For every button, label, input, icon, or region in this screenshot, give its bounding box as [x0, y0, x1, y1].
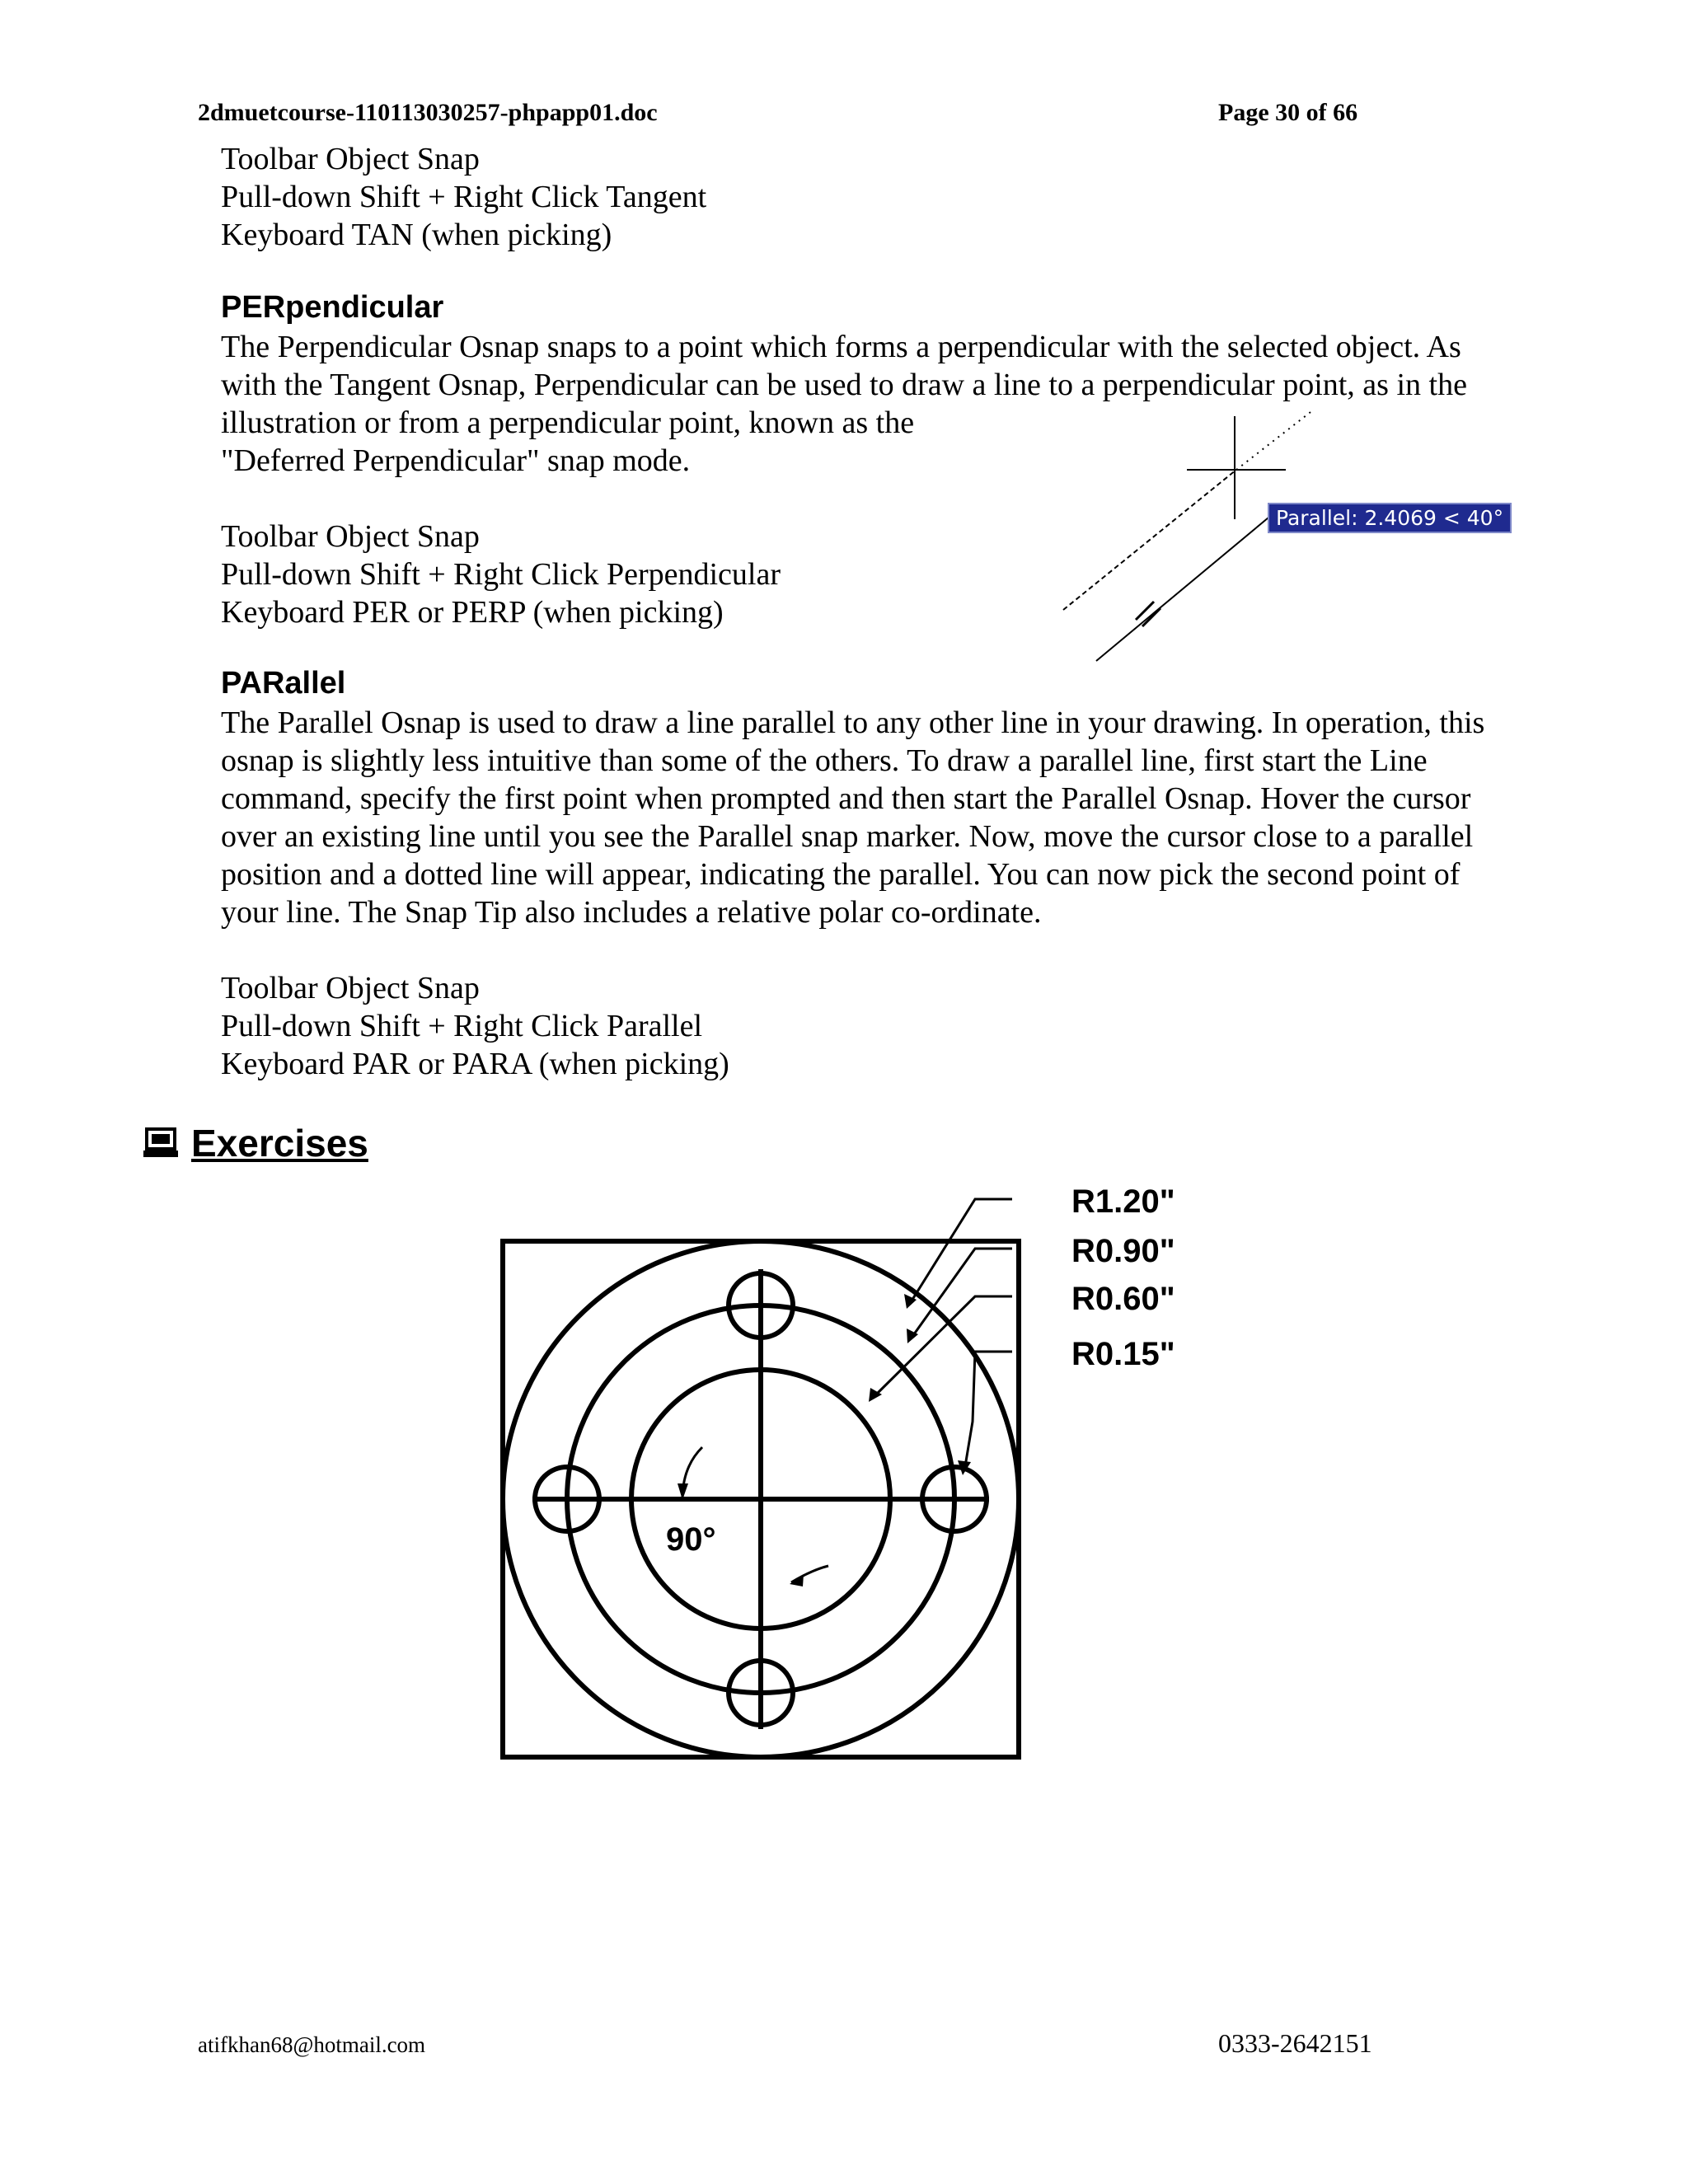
paragraph-line: illustration or from a perpendicular point, known as the	[221, 405, 915, 440]
arrowhead	[790, 1574, 804, 1586]
paragraph-line: The Perpendicular Osnap snaps to a point which forms a perpendicular with the selected object. As	[221, 330, 1461, 364]
paragraph-line: The Parallel Osnap is used to draw a line parallel to any other line in your drawing. In operation, this	[221, 705, 1485, 740]
radius-label-r120: R1.20"	[1071, 1183, 1175, 1220]
paragraph-line: "Deferred Perpendicular" snap mode.	[221, 443, 691, 478]
radius-label-r015: R0.15"	[1071, 1336, 1175, 1372]
page-number: Page 30 of 66	[1218, 99, 1358, 126]
ref-pulldown-line: Pull-down Shift + Right Click Perpendicular	[221, 557, 781, 592]
radius-label-r060: R0.60"	[1071, 1281, 1175, 1317]
parallel-osnap-illustration	[1047, 404, 1508, 676]
ref-pulldown-line: Pull-down Shift + Right Click Parallel	[221, 1009, 703, 1043]
radius-label-r090: R0.90"	[1071, 1233, 1175, 1269]
ref-keyboard-line: Keyboard TAN (when picking)	[221, 218, 612, 252]
paragraph-line: command, specify the first point when prompted and then start the Parallel Osnap. Hover the cursor	[221, 781, 1471, 816]
ref-toolbar-line: Toolbar Object Snap	[221, 142, 480, 176]
ref-keyboard-line: Keyboard PER or PERP (when picking)	[221, 595, 724, 630]
parallel-marker-icon	[1136, 602, 1160, 626]
ref-toolbar-line: Toolbar Object Snap	[221, 971, 480, 1005]
document-filename: 2dmuetcourse-110113030257-phpapp01.doc	[198, 99, 658, 126]
exercise-drawing	[462, 1187, 1286, 1780]
computer-icon	[143, 1127, 178, 1159]
angle-label: 90°	[666, 1521, 716, 1558]
snap-tooltip: Parallel: 2.4069 < 40°	[1268, 503, 1512, 533]
section-heading-perpendicular: PERpendicular	[221, 290, 444, 325]
section-heading-parallel: PARallel	[221, 666, 346, 701]
paragraph-line: your line. The Snap Tip also includes a relative polar co-ordinate.	[221, 895, 1042, 930]
paragraph-line: position and a dotted line will appear, indicating the parallel. You can now pick the second point of	[221, 857, 1461, 892]
ref-toolbar-line: Toolbar Object Snap	[221, 519, 480, 554]
paragraph-line: over an existing line until you see the Parallel snap marker. Now, move the cursor close to a parallel	[221, 819, 1474, 854]
dotted-parallel-line	[1236, 412, 1311, 470]
dashed-reference-line	[1063, 470, 1236, 610]
ref-pulldown-line: Pull-down Shift + Right Click Tangent	[221, 180, 707, 214]
leader-r120	[911, 1199, 1012, 1302]
exercises-heading: Exercises	[191, 1122, 368, 1165]
paragraph-line: with the Tangent Osnap, Perpendicular can be used to draw a line to a perpendicular point, as in the	[221, 368, 1467, 402]
existing-line	[1096, 513, 1273, 661]
footer-phone: 0333-2642151	[1218, 2028, 1372, 2058]
leader-r090	[912, 1249, 1012, 1338]
footer-email: atifkhan68@hotmail.com	[198, 2032, 426, 2057]
ref-keyboard-line: Keyboard PAR or PARA (when picking)	[221, 1047, 729, 1081]
paragraph-line: osnap is slightly less intuitive than some of the others. To draw a parallel line, first start the Line	[221, 743, 1428, 778]
